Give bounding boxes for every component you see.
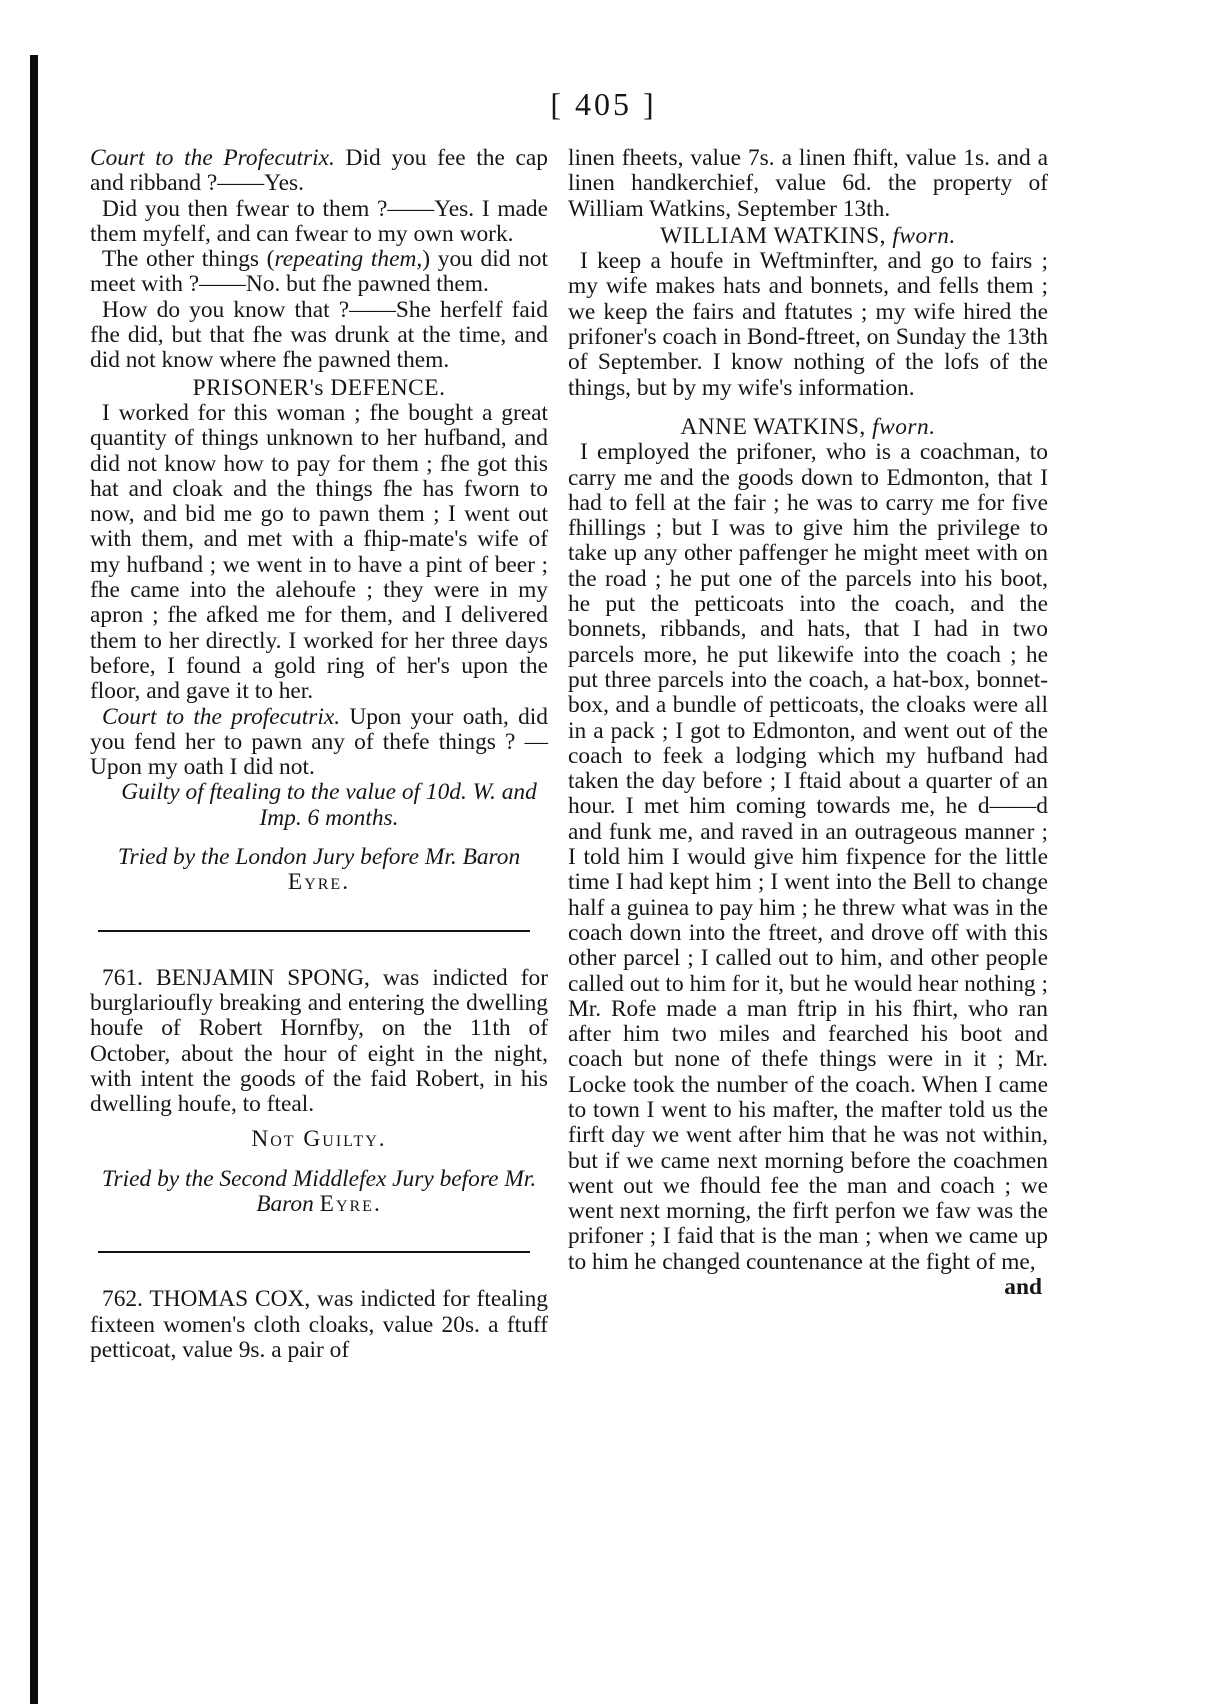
right-column (568, 146, 1048, 1300)
court-speaker: Court to the Profecutrix. (90, 145, 335, 171)
case-761: 761. BENJAMIN SPONG, was indicted for burglarioufly breaking and entering the dwelling houfe of Robert Hornfby, on the 11th of October, about the hour of eight in the night, with intent the goods of the faid Robert, in his dwelling houfe, to fteal. (90, 964, 548, 1118)
page-binding-edge (30, 55, 38, 1704)
case-762: 762. THOMAS COX, was indicted for ftealing fixteen women's cloth cloaks, value 20s. a ftuff petticoat, value 9s. a pair of (90, 1286, 548, 1363)
tried-by-middlesex-jury: Tried by the Second Middlefex Jury before Mr. Baron Eyre. (101, 1165, 537, 1217)
verdict-not-guilty: Not Guilty. (251, 1126, 387, 1153)
testimony-paragraph: Did you then fwear to them ?——Yes. I made them myfelf, and can fwear to my own work. (90, 195, 548, 247)
page-number: [ 405 ] (550, 86, 657, 122)
defence-heading: PRISONER's DEFENCE. (192, 374, 446, 401)
tried-by-london-jury: Tried by the London Jury before Mr. Baron Eyre. (117, 844, 521, 896)
testimony-paragraph: How do you know that ?——She herfelf faid fhe did, but that fhe was drunk at the time, and did not know where fhe pawned them. (90, 296, 548, 374)
indictment-continued: linen fheets, value 7s. a linen fhift, value 1s. and a linen handkerchief, value 6d. the property of William Watkins, September 13th. (568, 145, 1048, 222)
section-divider (98, 930, 530, 932)
court-question-1: Court to the Profecutrix. Did you fee the cap and ribband ?——Yes. (90, 145, 549, 197)
witness-testimony-william: I keep a houfe in Weftminfter, and go to fairs ; my wife makes hats and bonnets, and fells them ; we keep the fairs and ftatutes ; my wife hired the prifoner's coach in Bond-ftreet, on Sunday the 13th of September. I know nothing of the lofs of the things, but by my wife's information. (568, 248, 1048, 401)
defence-text: I worked for this woman ; fhe bought a great quantity of things unknown to her hufband, and did not know how to pay for them ; fhe got this hat and cloak and the things fhe has fworn to now, and bid me go to pawn them ; I went out with them, and met with a fhip-mate's wife of my hufband ; we went in to have a pint of beer ; fhe came into the alehoufe ; they were in my apron ; fhe afked me for them, and I delivered them to her directly. I worked for her three days before, I found a gold ring of her's upon the floor, and gave it to her. (90, 399, 548, 705)
court-question-2: Court to the profecutrix. Upon your oath, did you fend her to pawn any of thefe things ? —Upon my oath I did not. (90, 703, 548, 781)
left-column (90, 146, 548, 1363)
section-divider (98, 1251, 530, 1253)
witness-testimony-anne: I employed the prifoner, who is a coachman, to carry me and the goods down to Edmonton, that I had to fell at the fair ; he was to carry me for five fhillings ; but I was to give him the privilege to take up any other paffenger he might meet with on the road ; he put one of the parcels into his boot, he put the petticoats into the coach, and the bonnets, ribbands, and hats, that I had in two parcels more, he put likewife into the coach ; he put three parcels into the coach, a hat-box, bonnet-box, and a bundle of petticoats, the cloaks were all in a pack ; I got to Edmonton, and went out of the coach to feek a lodging which my hufband had taken the day before ; I ftaid about a quarter of an hour. I met him coming towards me, he d——d and funk me, and raved in an outrageous manner ; I told him I would give him fixpence for the little time I had kept him ; I went into the Bell to change half a guinea to pay him ; he threw what was in the coach down into the ftreet, and drove off with this other parcel ; I called out to him, and other people called out to him for it, but he would hear nothing ; Mr. Rofe made a man ftrip in his fhirt, who ran after him two miles and fearched his boot and coach but none of thefe things were in it ; Mr. Locke took the number of the coach. When I came to town I went to his mafter, the mafter told us the firft day we went after him that he was not within, but if we came next morning before the coachmen went out we fhould fee the man and coach ; we went next morning, the firft perfon we faw was the prifoner ; I faid that is the man ; when we came up to him he changed countenance at the fight of me, (568, 439, 1048, 1275)
testimony-paragraph: The other things (repeating them,) you did not meet with ?——No. but fhe pawned them. (90, 246, 548, 298)
witness-heading-william: WILLIAM WATKINS, fworn. (660, 222, 956, 249)
verdict-guilty: Guilty of ftealing to the value of 10d. W. and Imp. 6 months. (121, 779, 537, 831)
catchword: and (1004, 1274, 1042, 1301)
witness-heading-anne: ANNE WATKINS, fworn. (680, 413, 936, 440)
